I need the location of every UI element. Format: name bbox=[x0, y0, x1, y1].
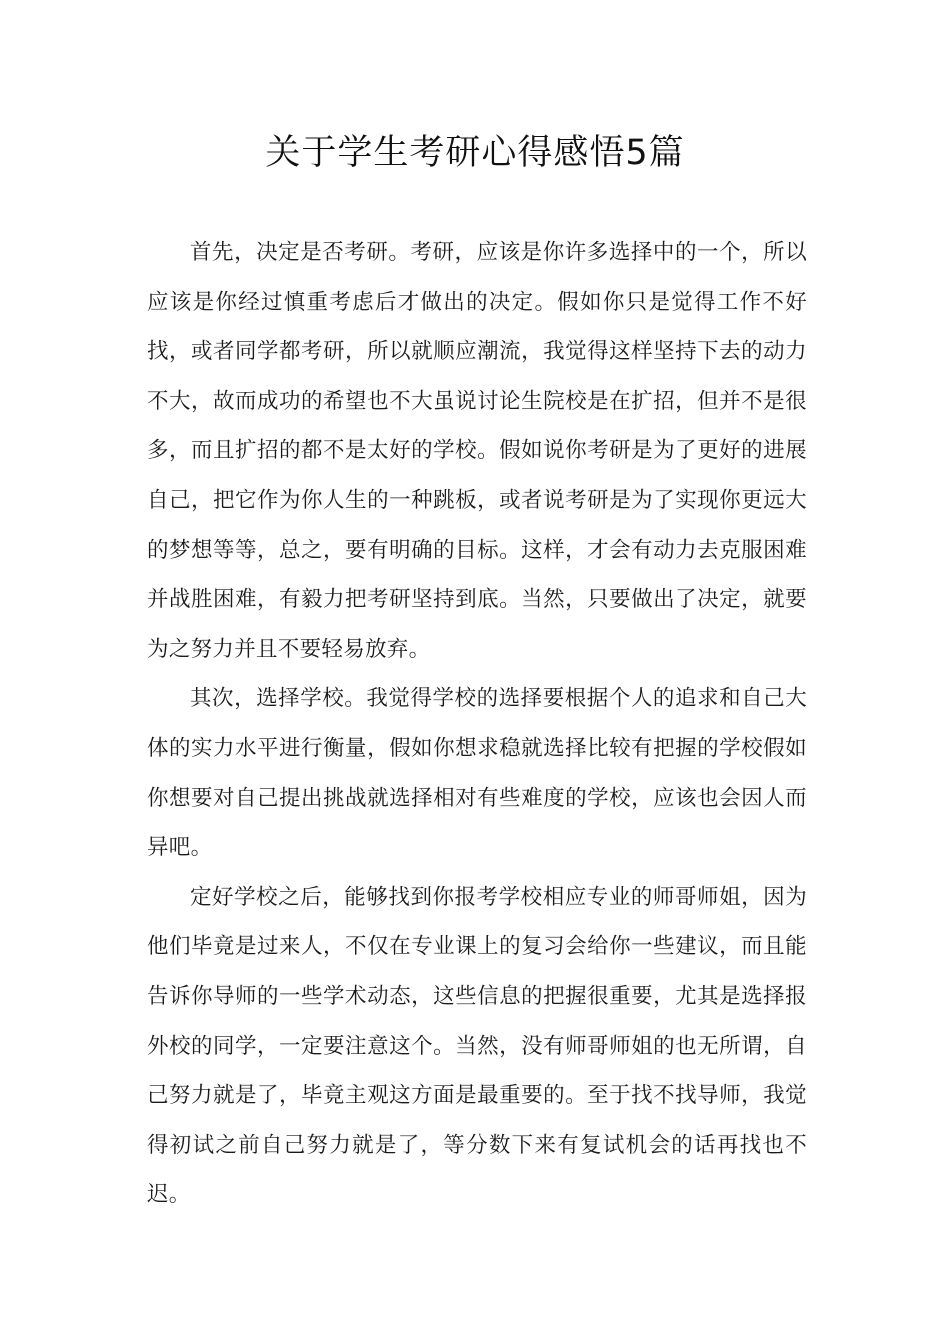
paragraph-find-seniors: 定好学校之后，能够找到你报考学校相应专业的师哥师姐，因为他们毕竟是过来人，不仅在专业课上的复习会给你一些建议，而且能告诉你导师的一些学术动态，这些信息的把握很重要，尤其是选择报外校的同学，一定要注意这个。当然，没有师哥师姐的也无所谓，自己努力就是了，毕竟主观这方面是最重要的。至于找不找导师，我觉得初试之前自己努力就是了，等分数下来有复试机会的话再找也不迟。 bbox=[147, 884, 807, 1208]
document-body bbox=[147, 228, 807, 1220]
paragraph-decide-exam: 首先，决定是否考研。考研，应该是你许多选择中的一个，所以应该是你经过慎重考虑后才做出的决定。假如你只是觉得工作不好找，或者同学都考研，所以就顺应潮流，我觉得这样坚持下去的动力不大，故而成功的希望也不大虽说讨论生院校是在扩招，但并不是很多，而且扩招的都不是太好的学校。假如说你考研是为了更好的进展自己，把它作为你人生的一种跳板，或者说考研是为了实现你更远大的梦想等等，总之，要有明确的目标。这样，才会有动力去克服困难并战胜困难，有毅力把考研坚持到底。当然，只要做出了决定，就要为之努力并且不要轻易放弃。 bbox=[147, 240, 807, 662]
document-title: 关于学生考研心得感悟5篇 bbox=[265, 133, 685, 173]
paragraph-choose-school: 其次，选择学校。我觉得学校的选择要根据个人的追求和自己大体的实力水平进行衡量，假如你想求稳就选择比较有把握的学校假如你想要对自己提出挑战就选择相对有些难度的学校，应该也会因人而异吧。 bbox=[147, 686, 807, 861]
